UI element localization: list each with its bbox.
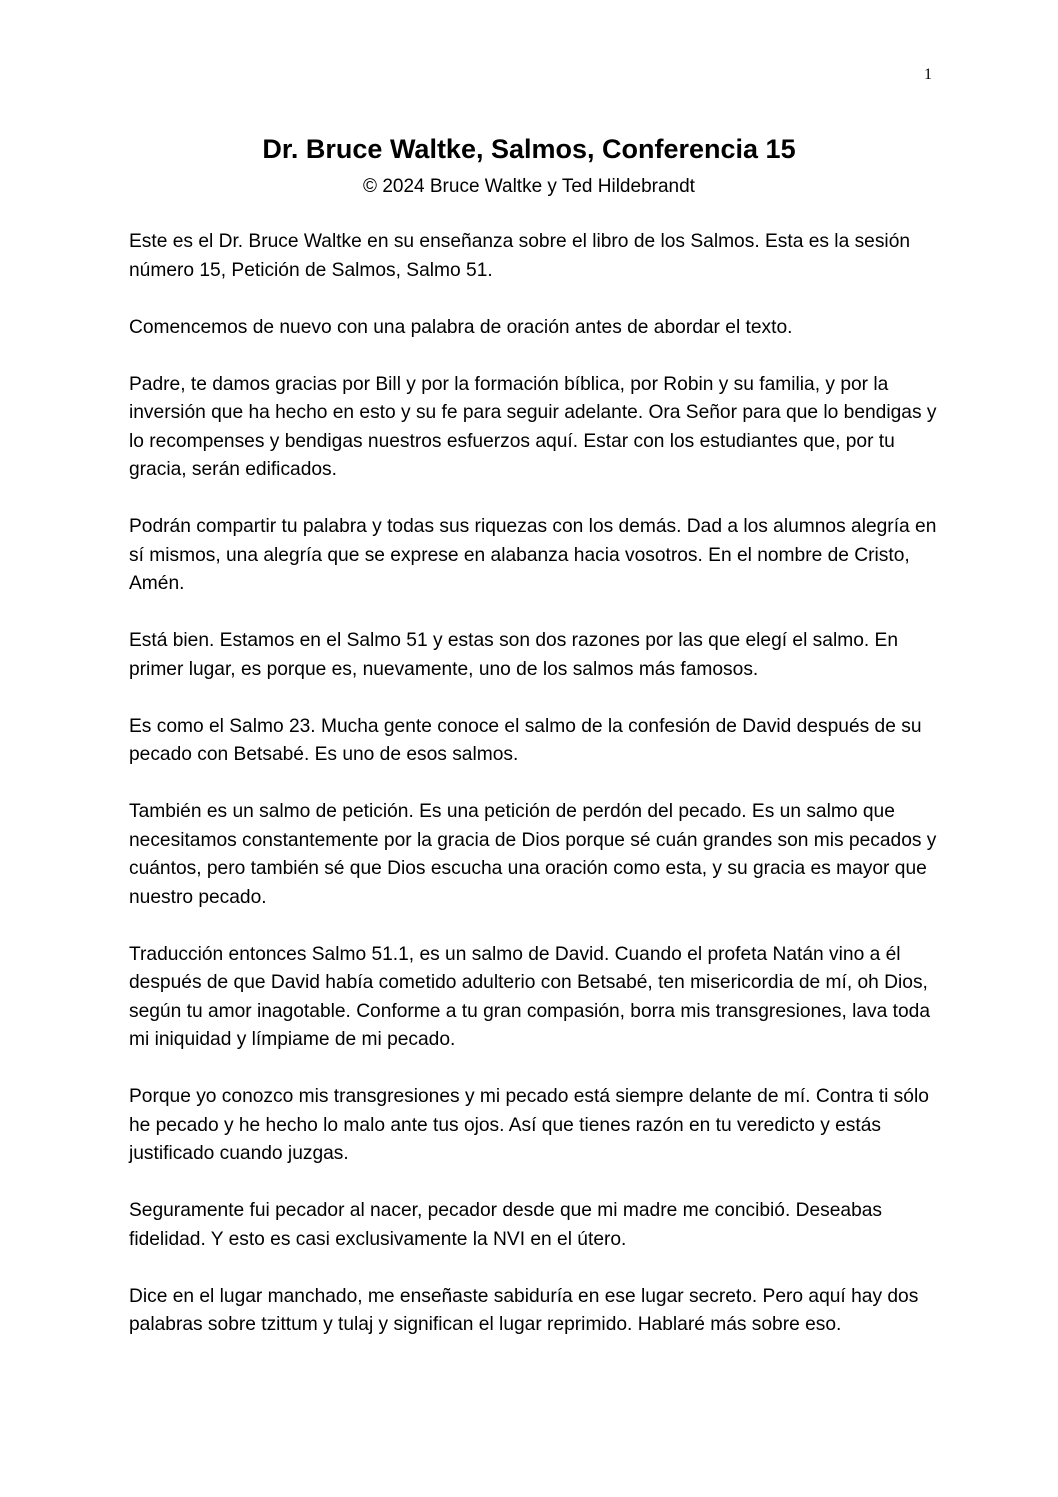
- paragraph: Seguramente fui pecador al nacer, pecador desde que mi madre me concibió. Deseabas fidelidad. Y esto es casi exclusivamente la NVI en el útero.: [129, 1200, 883, 1250]
- paragraph: Traducción entonces Salmo 51.1, es un salmo de David. Cuando el profeta Natán vino a él después de que David había cometido adulterio con Betsabé, ten misericordia de mí, oh Dios, según tu amor inagotable. Conforme a tu gran compasión, borra mis transgresiones, lava toda mi iniquidad y límpiame de mi pecado.: [129, 943, 930, 1050]
- document-body: [129, 228, 939, 1368]
- paragraph: Este es el Dr. Bruce Waltke en su enseñanza sobre el libro de los Salmos. Esta es la sesión número 15, Petición de Salmos, Salmo 51.: [129, 231, 911, 281]
- paragraph: Comencemos de nuevo con una palabra de oración antes de abordar el texto.: [129, 316, 793, 338]
- document-title: Dr. Bruce Waltke, Salmos, Conferencia 15: [262, 134, 796, 164]
- paragraph: Padre, te damos gracias por Bill y por la formación bíblica, por Robin y su familia, y por la inversión que ha hecho en esto y su fe para seguir adelante. Ora Señor para que lo bendigas y lo recompenses y bendigas nuestros esfuerzos aquí. Estar con los estudiantes que, por tu gracia, serán edificados.: [129, 373, 937, 480]
- paragraph: Está bien. Estamos en el Salmo 51 y estas son dos razones por las que elegí el salmo. En primer lugar, es porque es, nuevamente, uno de los salmos más famosos.: [129, 630, 898, 680]
- paragraph: Podrán compartir tu palabra y todas sus riquezas con los demás. Dad a los alumnos alegría en sí mismos, una alegría que se exprese en alabanza hacia vosotros. En el nombre de Cristo, Amén.: [129, 516, 937, 594]
- paragraph: También es un salmo de petición. Es una petición de perdón del pecado. Es un salmo que necesitamos constantemente por la gracia de Dios porque sé cuán grandes son mis pecados y cuántos, pero también sé que Dios escucha una oración como esta, y su gracia es mayor que nuestro pecado.: [129, 801, 937, 908]
- page-number: 1: [924, 66, 932, 83]
- copyright-line: © 2024 Bruce Waltke y Ted Hildebrandt: [363, 176, 695, 197]
- paragraph: Es como el Salmo 23. Mucha gente conoce el salmo de la confesión de David después de su pecado con Betsabé. Es uno de esos salmos.: [129, 715, 922, 765]
- paragraph: Dice en el lugar manchado, me enseñaste sabiduría en ese lugar secreto. Pero aquí hay dos palabras sobre tzittum y tulaj y significan el lugar reprimido. Hablaré más sobre eso.: [129, 1285, 919, 1335]
- paragraph: Porque yo conozco mis transgresiones y mi pecado está siempre delante de mí. Contra ti sólo he pecado y he hecho lo malo ante tus ojos. Así que tienes razón en tu veredicto y estás justificado cuando juzgas.: [129, 1086, 929, 1164]
